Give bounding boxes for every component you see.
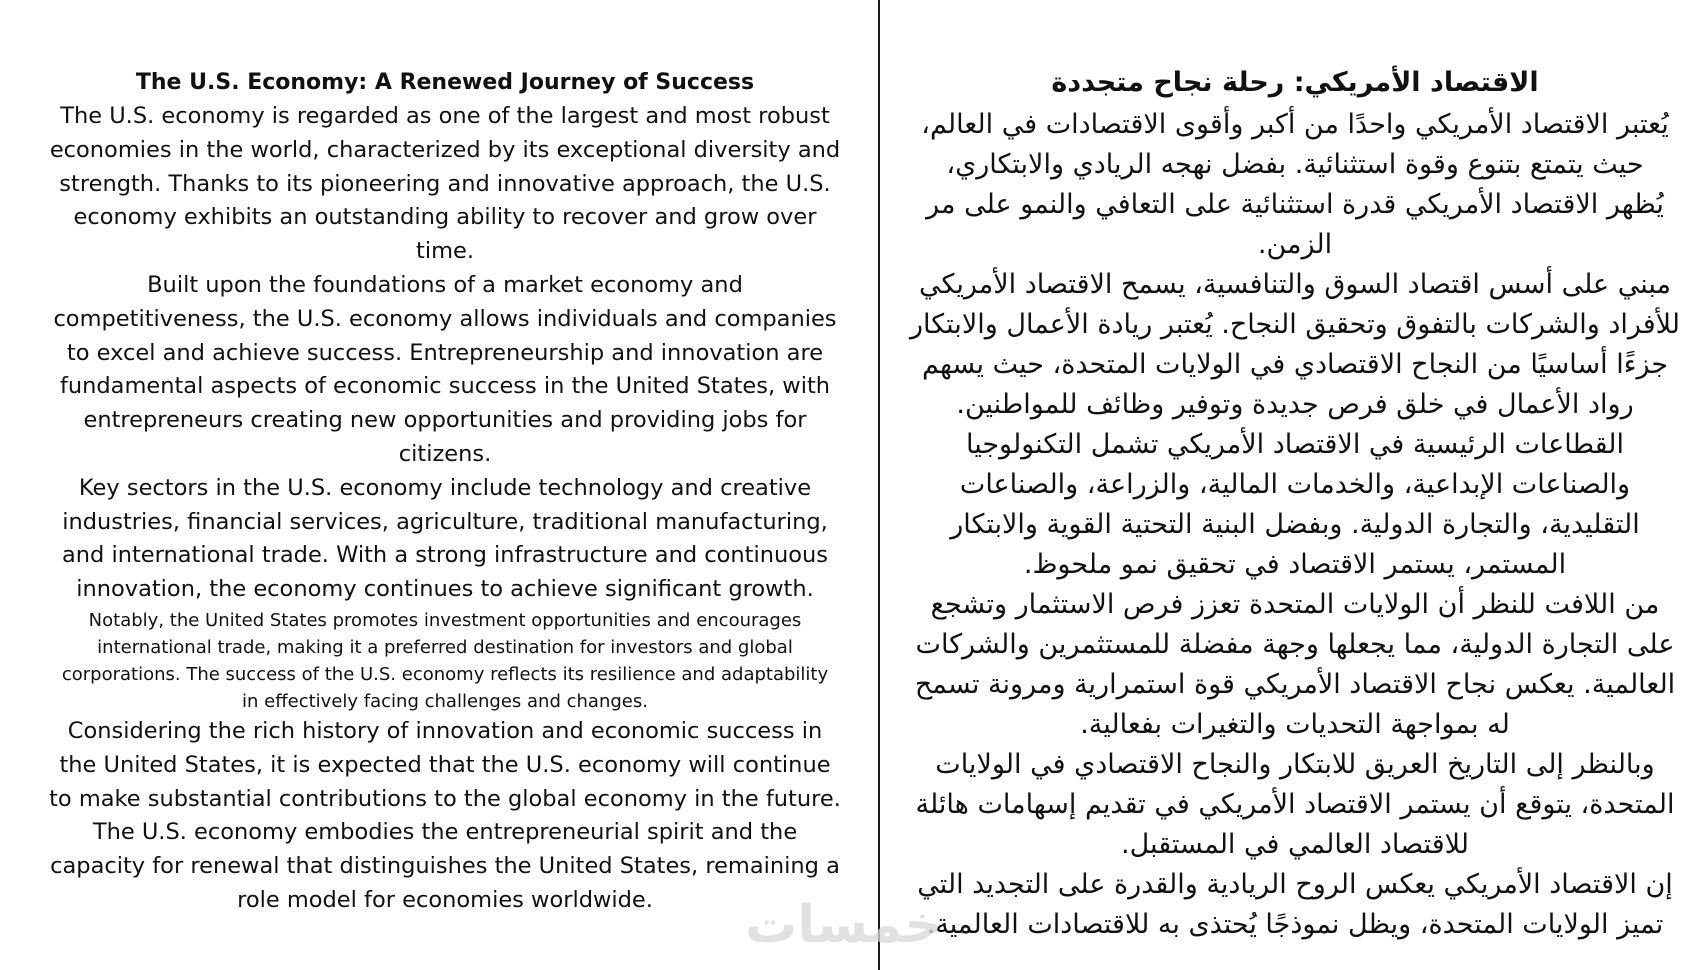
arabic-text-line: رواد الأعمال في خلق فرص جديدة وتوفير وظائف للمواطنين.: [956, 389, 1634, 420]
arabic-text-line: المستمر، يستمر الاقتصاد في تحقيق نمو ملحوظ.: [1023, 549, 1567, 580]
arabic-text-line: مبني على أسس اقتصاد السوق والتنافسية، يسمح الاقتصاد الأمريكي: [918, 269, 1672, 300]
english-text-line: economy exhibits an outstanding ability to recover and grow over: [73, 204, 817, 231]
arabic-text-line: وبالنظر إلى التاريخ العريق للابتكار والنجاح الاقتصادي في الولايات: [935, 749, 1655, 780]
watermark-logo: خمسات: [745, 895, 943, 955]
english-text-line: to excel and achieve success. Entrepreneurship and innovation are: [66, 339, 824, 366]
english-text-line: Built upon the foundations of a market economy and: [147, 271, 743, 298]
arabic-text-line: تميز الولايات المتحدة، ويظل نموذجًا يُحتذى به للاقتصادات العالمية.: [926, 909, 1664, 940]
english-small-text-line: international trade, making it a preferred destination for investors and global: [97, 636, 793, 658]
english-text-line: and international trade. With a strong infrastructure and continuous: [61, 542, 829, 569]
arabic-text-line: المتحدة، يتوقع أن يستمر الاقتصاد الأمريكي في تقديم إسهامات هائلة: [915, 789, 1675, 820]
english-text-line: role model for economies worldwide.: [237, 886, 653, 913]
english-text-line: Key sectors in the U.S. economy include technology and creative: [78, 474, 812, 501]
english-text-line: competitiveness, the U.S. economy allows individuals and companies: [53, 305, 837, 332]
english-text-line: to make substantial contributions to the global economy in the future.: [49, 785, 841, 812]
arabic-text-line: له بمواجهة التحديات والتغيرات بفعالية.: [1080, 709, 1510, 740]
english-small-text-line: Notably, the United States promotes investment opportunities and encourages: [88, 609, 802, 631]
english-text-line: fundamental aspects of economic success in the United States, with: [59, 373, 831, 400]
arabic-text-line: القطاعات الرئيسية في الاقتصاد الأمريكي تشمل التكنولوجيا: [965, 429, 1624, 460]
arabic-text-line: حيث يتمتع بتنوع وقوة استثنائية. بفضل نهجه الريادي والابتكاري،: [946, 149, 1644, 180]
arabic-text-line: التقليدية، والتجارة الدولية. وبفضل البنية التحتية القوية والابتكار: [950, 509, 1640, 540]
english-text-line: industries, financial services, agriculture, traditional manufacturing,: [62, 508, 828, 535]
arabic-text-line: إن الاقتصاد الأمريكي يعكس الروح الريادية والقدرة على التجديد التي: [917, 869, 1673, 900]
english-text-line: Considering the rich history of innovation and economic success in: [67, 717, 823, 744]
arabic-text-line: والصناعات الإبداعية، والخدمات المالية، والزراعة، والصناعات: [959, 469, 1631, 500]
arabic-text-line: للأفراد والشركات بالتفوق وتحقيق النجاح. يُعتبر ريادة الأعمال والابتكار: [909, 309, 1680, 340]
english-text-line: The U.S. economy is regarded as one of the largest and most robust: [60, 103, 830, 129]
english-small-text-line: in effectively facing challenges and changes.: [242, 690, 648, 712]
arabic-text-line: العالمية. يعكس نجاح الاقتصاد الأمريكي قوة استمرارية ومرونة تسمح: [914, 669, 1676, 700]
english-column: [30, 66, 860, 918]
arabic-text-line: للاقتصاد العالمي في المستقبل.: [1121, 829, 1469, 860]
english-text-line: The U.S. economy embodies the entrepreneurial spirit and the: [92, 819, 798, 846]
english-text-line: the United States, it is expected that the U.S. economy will continue: [59, 751, 831, 778]
english-title: The U.S. Economy: A Renewed Journey of Success: [135, 70, 755, 95]
english-text-line: innovation, the economy continues to achieve significant growth.: [76, 576, 814, 603]
english-text-line: entrepreneurs creating new opportunities and providing jobs for: [83, 407, 807, 434]
english-text-line: time.: [416, 238, 474, 265]
english-text-line: citizens.: [398, 440, 492, 467]
english-small-text-line: corporations. The success of the U.S. economy reflects its resilience and adaptability: [61, 663, 829, 685]
arabic-text-line: جزءًا أساسيًا من النجاح الاقتصادي في الولايات المتحدة، حيث يسهم: [921, 349, 1669, 380]
column-divider: [878, 0, 880, 970]
arabic-title: الاقتصاد الأمريكي: رحلة نجاح متجددة: [1051, 67, 1539, 98]
arabic-text-line: يُعتبر الاقتصاد الأمريكي واحدًا من أكبر وأقوى الاقتصادات في العالم،: [921, 109, 1669, 140]
arabic-text-line: الزمن.: [1257, 229, 1333, 260]
arabic-text-line: يُظهر الاقتصاد الأمريكي قدرة استثنائية على التعافي والنمو على مر: [926, 189, 1664, 220]
arabic-column: [900, 61, 1690, 945]
english-text-line: strength. Thanks to its pioneering and innovative approach, the U.S.: [59, 170, 831, 197]
english-text-line: capacity for renewal that distinguishes the United States, remaining a: [50, 853, 840, 880]
english-text-line: economies in the world, characterized by its exceptional diversity and: [49, 136, 841, 163]
arabic-text-line: على التجارة الدولية، مما يجعلها وجهة مفضلة للمستثمرين والشركات: [915, 629, 1675, 660]
arabic-text-line: من اللافت للنظر أن الولايات المتحدة تعزز فرص الاستثمار وتشجع: [930, 589, 1660, 620]
